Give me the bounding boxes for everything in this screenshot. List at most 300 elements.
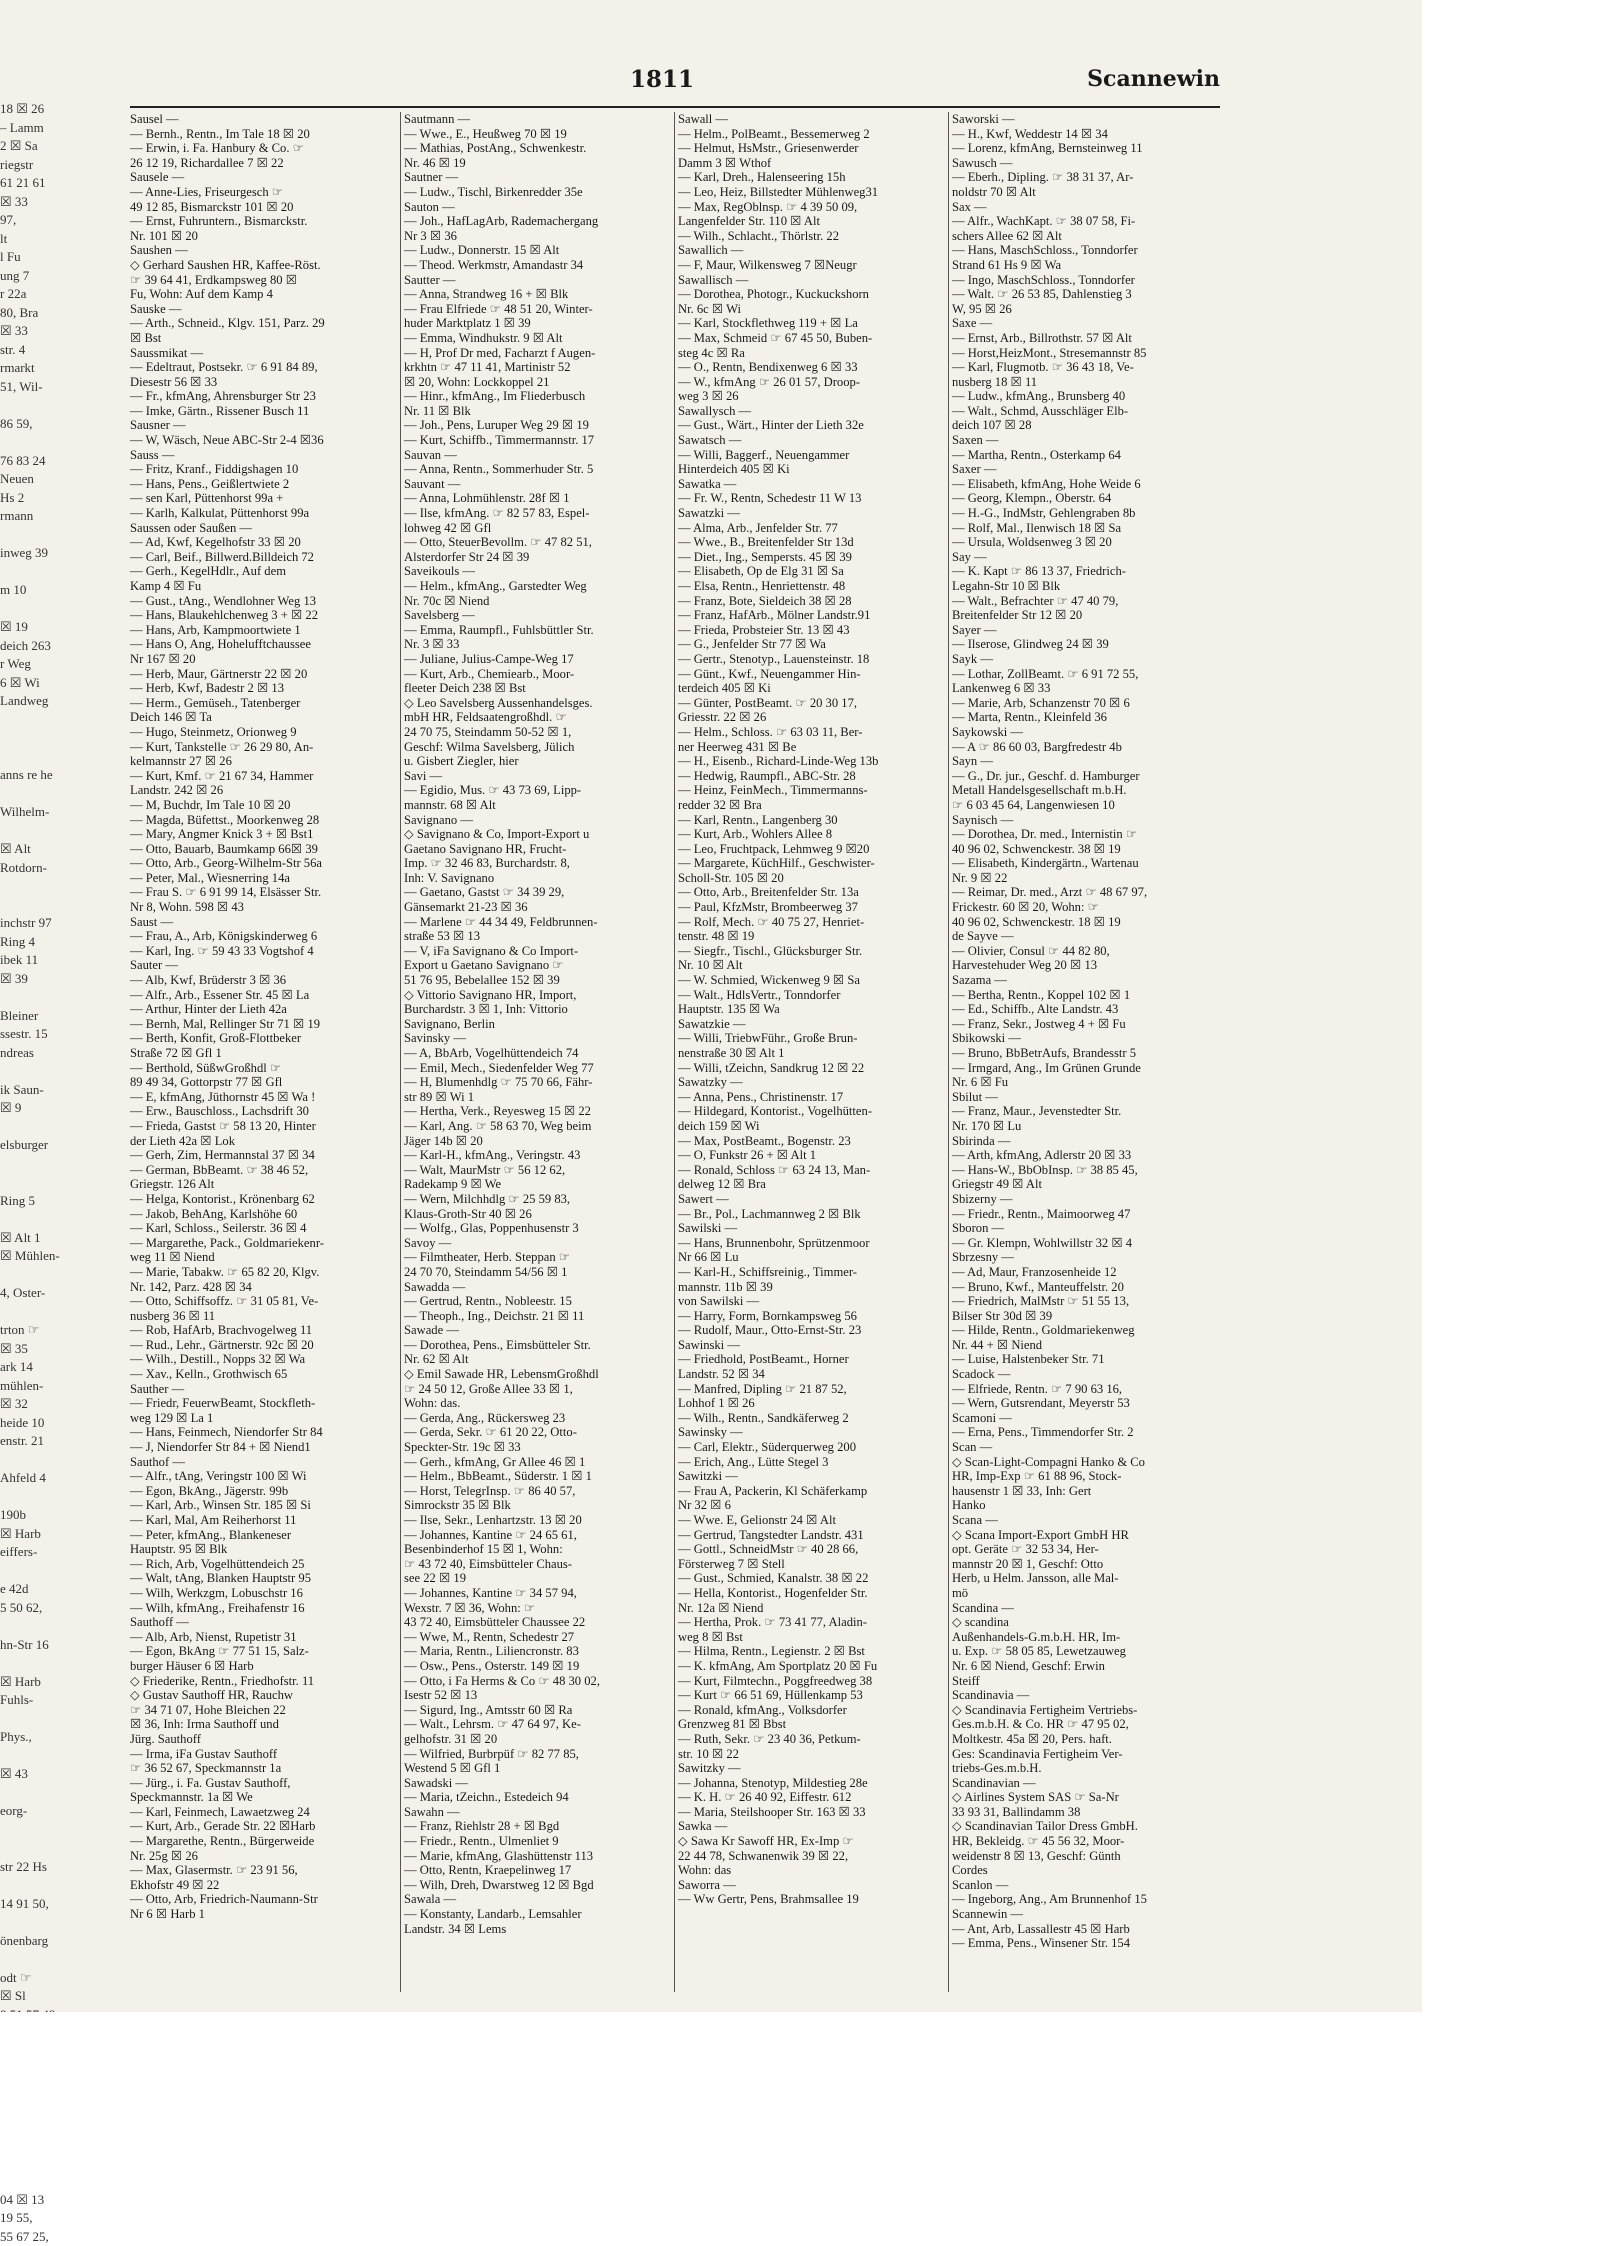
- entry-heading: Sauther —: [130, 1382, 398, 1397]
- column-divider: [400, 112, 401, 1992]
- directory-entry: — Wwe, M., Rentn, Schedestr 27: [404, 1630, 672, 1645]
- entry-heading: Sausner —: [130, 418, 398, 433]
- directory-entry: — Rudolf, Maur., Otto-Ernst-Str. 23: [678, 1323, 946, 1338]
- margin-fragment: ☒ 32: [0, 1395, 122, 1414]
- directory-entry: — Walt., Befrachter ☞ 47 40 79,: [952, 594, 1220, 609]
- directory-entry: — Jakob, BehAng, Karlshöhe 60: [130, 1207, 398, 1222]
- directory-entry: — Friedhold, PostBeamt., Horner: [678, 1352, 946, 1367]
- directory-entry: — Harry, Form, Bornkampsweg 56: [678, 1309, 946, 1324]
- directory-entry: — Gerda, Ang., Rückersweg 23: [404, 1411, 672, 1426]
- directory-entry: — H., Eisenb., Richard-Linde-Weg 13b: [678, 754, 946, 769]
- directory-entry: — Gertrud, Tangstedter Landstr. 431: [678, 1528, 946, 1543]
- directory-entry: — Alfr., tAng, Veringstr 100 ☒ Wi: [130, 1469, 398, 1484]
- directory-entry: — Walt. ☞ 26 53 85, Dahlenstieg 3: [952, 287, 1220, 302]
- margin-fragment: [0, 1488, 122, 1507]
- directory-entry: — H., Kwf, Weddestr 14 ☒ 34: [952, 127, 1220, 142]
- entry-heading: Savelsberg —: [404, 608, 672, 623]
- entry-heading: Saxe —: [952, 316, 1220, 331]
- directory-entry: — Gust., Wärt., Hinter der Lieth 32e: [678, 418, 946, 433]
- margin-fragment: 76 83 24: [0, 452, 122, 471]
- directory-entry: — Marta, Rentn., Kleinfeld 36: [952, 710, 1220, 725]
- directory-entry: — Hans, Brunnenbohr, Sprützenmoor: [678, 1236, 946, 1251]
- directory-entry: — Alfr., WachKapt. ☞ 38 07 58, Fi-: [952, 214, 1220, 229]
- margin-fragment: eorg-: [0, 1802, 122, 1821]
- directory-entry: schers Allee 62 ☒ Alt: [952, 229, 1220, 244]
- directory-entry: Scholl-Str. 105 ☒ 20: [678, 871, 946, 886]
- margin-fragment: ☒ 9: [0, 1099, 122, 1118]
- entry-heading: Sawallich —: [678, 243, 946, 258]
- directory-entry: Hinterdeich 405 ☒ Ki: [678, 462, 946, 477]
- directory-entry: tenstr. 48 ☒ 19: [678, 929, 946, 944]
- directory-entry: weg 8 ☒ Bst: [678, 1630, 946, 1645]
- margin-fragment: l Fu: [0, 248, 122, 267]
- directory-entry: ◇ Scandinavia Fertigheim Vertriebs-: [952, 1703, 1220, 1718]
- directory-entry: — Rolf, Mal., Ilenwisch 18 ☒ Sa: [952, 521, 1220, 536]
- directory-entry: — Frau A, Packerin, Kl Schäferkamp: [678, 1484, 946, 1499]
- directory-entry: Steiff: [952, 1674, 1220, 1689]
- directory-entry: — Ilse, Sekr., Lenhartzstr. 13 ☒ 20: [404, 1513, 672, 1528]
- margin-fragment: [0, 1451, 122, 1470]
- margin-fragment: Phys.,: [0, 1728, 122, 1747]
- directory-entry: — Frau Elfriede ☞ 48 51 20, Winter-: [404, 302, 672, 317]
- entry-heading: Scandinavia —: [952, 1688, 1220, 1703]
- directory-entry: opt. Geräte ☞ 32 53 34, Her-: [952, 1542, 1220, 1557]
- directory-entry: — Emma, Windhukstr. 9 ☒ Alt: [404, 331, 672, 346]
- directory-entry: — Hilma, Rentn., Legienstr. 2 ☒ Bst: [678, 1644, 946, 1659]
- directory-entry: — Wilh, kfmAng., Freihafenstr 16: [130, 1601, 398, 1616]
- margin-fragment: 80, Bra: [0, 304, 122, 323]
- entry-heading: Scandina —: [952, 1601, 1220, 1616]
- margin-fragment: odt ☞: [0, 1969, 122, 1988]
- directory-entry: — Irma, iFa Gustav Sauthoff: [130, 1747, 398, 1762]
- margin-fragment: ☒ 43: [0, 1765, 122, 1784]
- directory-entry: — W. Schmied, Wickenweg 9 ☒ Sa: [678, 973, 946, 988]
- margin-fragment: [0, 896, 122, 915]
- entry-heading: Sautmann —: [404, 112, 672, 127]
- directory-entry: 43 72 40, Eimsbütteler Chaussee 22: [404, 1615, 672, 1630]
- directory-entry: Nr. 25g ☒ 26: [130, 1849, 398, 1864]
- directory-entry: Herb, u Helm. Jansson, alle Mal-: [952, 1571, 1220, 1586]
- directory-entry: — Gerh, Zim, Hermannstal 37 ☒ 34: [130, 1148, 398, 1163]
- directory-entry: — Dorothea, Pens., Eimsbütteler Str.: [404, 1338, 672, 1353]
- column-4: [952, 112, 1220, 2002]
- directory-entry: — Br., Pol., Lachmannweg 2 ☒ Blk: [678, 1207, 946, 1222]
- directory-entry: Nr. 101 ☒ 20: [130, 229, 398, 244]
- column-divider: [948, 112, 949, 1992]
- margin-fragment: önenbarg: [0, 1932, 122, 1951]
- directory-entry: — Herb, Kwf, Badestr 2 ☒ 13: [130, 681, 398, 696]
- margin-fragment: [0, 988, 122, 1007]
- directory-entry: Klaus-Groth-Str 40 ☒ 26: [404, 1207, 672, 1222]
- directory-entry: Strand 61 Hs 9 ☒ Wa: [952, 258, 1220, 273]
- directory-entry: Gaetano Savignano HR, Frucht-: [404, 842, 672, 857]
- entry-heading: Sbilut —: [952, 1090, 1220, 1105]
- margin-fragment: trton ☞: [0, 1321, 122, 1340]
- directory-entry: — Kurt, Filmtechn., Poggfreedweg 38: [678, 1674, 946, 1689]
- margin-fragment: – Lamm: [0, 119, 122, 138]
- directory-entry: ◇ Leo Savelsberg Aussenhandelsges.: [404, 696, 672, 711]
- margin-fragment: mühlen-: [0, 1377, 122, 1396]
- directory-entry: ◇ Savignano & Co, Import-Export u: [404, 827, 672, 842]
- entry-heading: Saykowski —: [952, 725, 1220, 740]
- directory-entry: Export u Gaetano Savignano ☞: [404, 958, 672, 973]
- directory-entry: 51 76 95, Bebelallee 152 ☒ 39: [404, 973, 672, 988]
- directory-entry: — Siegfr., Tischl., Glücksburger Str.: [678, 944, 946, 959]
- directory-entry: — Frieda, Probsteier Str. 13 ☒ 43: [678, 623, 946, 638]
- directory-entry: — Imke, Gärtn., Rissener Busch 11: [130, 404, 398, 419]
- directory-entry: — Hildegard, Kontorist., Vogelhütten-: [678, 1104, 946, 1119]
- directory-entry: Wexstr. 7 ☒ 36, Wohn: ☞: [404, 1601, 672, 1616]
- margin-fragment: [0, 1062, 122, 1081]
- directory-entry: Nr. 142, Parz. 428 ☒ 34: [130, 1280, 398, 1295]
- directory-entry: ☞ 6 03 45 64, Langenwiesen 10: [952, 798, 1220, 813]
- directory-entry: — Wilh., Schlacht., Thörlstr. 22: [678, 229, 946, 244]
- entry-heading: Saushen —: [130, 243, 398, 258]
- directory-entry: — Maria, tZeichn., Estedeich 94: [404, 1790, 672, 1805]
- margin-fragment: 14 91 50,: [0, 1895, 122, 1914]
- entry-heading: Sazama —: [952, 973, 1220, 988]
- directory-entry: Lankenweg 6 ☒ 33: [952, 681, 1220, 696]
- directory-entry: Bilser Str 30d ☒ 39: [952, 1309, 1220, 1324]
- directory-entry: Nr 8, Wohn. 598 ☒ 43: [130, 900, 398, 915]
- margin-fragment: [0, 1210, 122, 1229]
- directory-entry: — Mary, Angmer Knick 3 + ☒ Bst1: [130, 827, 398, 842]
- entry-heading: Say —: [952, 550, 1220, 565]
- margin-fragment: 61 21 61: [0, 174, 122, 193]
- directory-entry: — Franz, Sekr., Jostweg 4 + ☒ Fu: [952, 1017, 1220, 1032]
- directory-entry: Moltkestr. 45a ☒ 20, Pers. haft.: [952, 1732, 1220, 1747]
- directory-entry: — Ronald, kfmAng., Volksdorfer: [678, 1703, 946, 1718]
- directory-entry: — Frau, A., Arb, Königskinderweg 6: [130, 929, 398, 944]
- directory-entry: nusberg 36 ☒ 11: [130, 1309, 398, 1324]
- directory-entry: — Ed., Schiffb., Alte Landstr. 43: [952, 1002, 1220, 1017]
- directory-entry: — Rob, HafArb, Brachvogelweg 11: [130, 1323, 398, 1338]
- entry-heading: Sauthoff —: [130, 1615, 398, 1630]
- directory-entry: mannstr. 11b ☒ 39: [678, 1280, 946, 1295]
- directory-entry: Straße 72 ☒ Gfl 1: [130, 1046, 398, 1061]
- margin-fragment: [0, 1654, 122, 1673]
- directory-entry: — Walt., HdlsVertr., Tonndorfer: [678, 988, 946, 1003]
- directory-entry: — K. Kapt ☞ 86 13 37, Friedrich-: [952, 564, 1220, 579]
- directory-entry: Hauptstr. 135 ☒ Wa: [678, 1002, 946, 1017]
- directory-entry: — Dorothea, Dr. med., Internistin ☞: [952, 827, 1220, 842]
- directory-entry: — Gust., Schmied, Kanalstr. 38 ☒ 22: [678, 1571, 946, 1586]
- directory-entry: — Elisabeth, Op de Elg 31 ☒ Sa: [678, 564, 946, 579]
- margin-fragment: Hs 2: [0, 489, 122, 508]
- directory-entry: — Alma, Arb., Jenfelder Str. 77: [678, 521, 946, 536]
- directory-entry: — Marlene ☞ 44 34 49, Feldbrunnen-: [404, 915, 672, 930]
- directory-entry: u. Gisbert Ziegler, hier: [404, 754, 672, 769]
- directory-entry: — Fritz, Kranf., Fiddigshagen 10: [130, 462, 398, 477]
- margin-fragment: 19 55,: [0, 2209, 122, 2228]
- directory-entry: — Gerh., KegelHdlr., Auf dem: [130, 564, 398, 579]
- directory-entry: — Georg, Klempn., Oberstr. 64: [952, 491, 1220, 506]
- directory-entry: — Walt, MaurMstr ☞ 56 12 62,: [404, 1163, 672, 1178]
- directory-entry: 40 96 02, Schwenckestr. 38 ☒ 19: [952, 842, 1220, 857]
- margin-fragment: Ring 4: [0, 933, 122, 952]
- directory-entry: — Egon, BkAng., Jägerstr. 99b: [130, 1484, 398, 1499]
- directory-entry: — Gottl., SchneidMstr ☞ 40 28 66,: [678, 1542, 946, 1557]
- margin-fragment: [0, 563, 122, 582]
- directory-entry: — Luise, Halstenbeker Str. 71: [952, 1352, 1220, 1367]
- directory-entry: Cordes: [952, 1863, 1220, 1878]
- entry-heading: Sbikowski —: [952, 1031, 1220, 1046]
- directory-entry: ☞ 34 71 07, Hohe Bleichen 22: [130, 1703, 398, 1718]
- margin-fragment: deich 263: [0, 637, 122, 656]
- directory-entry: — Hans, Blaukehlchenweg 3 + ☒ 22: [130, 608, 398, 623]
- entry-heading: Sax —: [952, 200, 1220, 215]
- margin-fragment: [0, 1784, 122, 1803]
- directory-entry: — Anna, Rentn., Sommerhuder Str. 5: [404, 462, 672, 477]
- margin-fragment: m 10: [0, 581, 122, 600]
- entry-heading: Sauske —: [130, 302, 398, 317]
- entry-heading: Scannewin —: [952, 1907, 1220, 1922]
- directory-entry: ◇ Friederike, Rentn., Friedhofstr. 11: [130, 1674, 398, 1689]
- directory-entry: — Kurt, Schiffb., Timmermannstr. 17: [404, 433, 672, 448]
- directory-entry: — K. H. ☞ 26 40 92, Eiffestr. 612: [678, 1790, 946, 1805]
- directory-entry: — Leo, Fruchtpack, Lehmweg 9 ☒20: [678, 842, 946, 857]
- directory-entry: Nr. 9 ☒ 22: [952, 871, 1220, 886]
- directory-entry: mö: [952, 1586, 1220, 1601]
- margin-fragment: ☒ Alt 1: [0, 1229, 122, 1248]
- margin-fragment: 04 ☒ 13: [0, 2191, 122, 2210]
- entry-heading: Scan —: [952, 1440, 1220, 1455]
- directory-entry: — Hinr., kfmAng., Im Fliederbusch: [404, 389, 672, 404]
- directory-entry: Jürg. Sauthoff: [130, 1732, 398, 1747]
- directory-entry: — Magda, Büfettst., Moorkenweg 28: [130, 813, 398, 828]
- directory-entry: 24 70 70, Steindamm 54/56 ☒ 1: [404, 1265, 672, 1280]
- entry-heading: Sauter —: [130, 958, 398, 973]
- directory-entry: — Max, Glasermstr. ☞ 23 91 56,: [130, 1863, 398, 1878]
- directory-entry: ☞ 36 52 67, Speckmannstr 1a: [130, 1761, 398, 1776]
- entry-heading: Sauss —: [130, 448, 398, 463]
- directory-entry: — Hans, Arb, Kampmoortwiete 1: [130, 623, 398, 638]
- margin-fragment: [0, 1562, 122, 1581]
- directory-entry: weidenstr 8 ☒ 13, Geschf: Günth: [952, 1849, 1220, 1864]
- directory-entry: — Erw., Bauschloss., Lachsdrift 30: [130, 1104, 398, 1119]
- directory-entry: — Herm., Gemüseh., Tatenberger: [130, 696, 398, 711]
- entry-heading: Sauvant —: [404, 477, 672, 492]
- directory-entry: — Ingeborg, Ang., Am Brunnenhof 15: [952, 1892, 1220, 1907]
- column-divider: [674, 112, 675, 1992]
- entry-heading: Saust —: [130, 915, 398, 930]
- directory-entry: Kamp 4 ☒ Fu: [130, 579, 398, 594]
- directory-entry: — Karl, Schloss., Seilerstr. 36 ☒ 4: [130, 1221, 398, 1236]
- directory-entry: Burchardstr. 3 ☒ 1, Inh: Vittorio: [404, 1002, 672, 1017]
- directory-entry: — Johannes, Kantine ☞ 34 57 94,: [404, 1586, 672, 1601]
- entry-heading: Sawadski —: [404, 1776, 672, 1791]
- directory-entry: Landstr. 34 ☒ Lems: [404, 1922, 672, 1937]
- margin-fragment: ☒ 33: [0, 322, 122, 341]
- margin-fragment: rmann: [0, 507, 122, 526]
- directory-entry: — Elisabeth, kfmAng, Hohe Weide 6: [952, 477, 1220, 492]
- margin-fragment: 6 ☒ Wi: [0, 674, 122, 693]
- directory-entry: Simrockstr 35 ☒ Blk: [404, 1498, 672, 1513]
- directory-entry: — Karl-H., kfmAng., Veringstr. 43: [404, 1148, 672, 1163]
- directory-entry: burger Häuser 6 ☒ Harb: [130, 1659, 398, 1674]
- directory-entry: — Bernh., Rentn., Im Tale 18 ☒ 20: [130, 127, 398, 142]
- margin-fragment: 4, Oster-: [0, 1284, 122, 1303]
- directory-entry: Imp. ☞ 32 46 83, Burchardstr. 8,: [404, 856, 672, 871]
- directory-entry: Nr 3 ☒ 36: [404, 229, 672, 244]
- entry-heading: Saworski —: [952, 112, 1220, 127]
- margin-fragment: [0, 1173, 122, 1192]
- directory-entry: Isestr 52 ☒ 13: [404, 1688, 672, 1703]
- directory-entry: mbH HR, Feldsaatengroßhdl. ☞: [404, 710, 672, 725]
- directory-entry: — Anna, Strandweg 16 + ☒ Blk: [404, 287, 672, 302]
- margin-fragment: inchstr 97: [0, 914, 122, 933]
- entry-heading: Sawusch —: [952, 156, 1220, 171]
- directory-entry: Ges.m.b.H. & Co. HR ☞ 47 95 02,: [952, 1717, 1220, 1732]
- directory-entry: triebs-Ges.m.b.H.: [952, 1761, 1220, 1776]
- entry-heading: Sawade —: [404, 1323, 672, 1338]
- directory-entry: — Hans O, Ang, Hohelufftchaussee: [130, 637, 398, 652]
- directory-entry: — Alb, Kwf, Brüderstr 3 ☒ 36: [130, 973, 398, 988]
- directory-entry: — Ruth, Sekr. ☞ 23 40 36, Petkum-: [678, 1732, 946, 1747]
- directory-entry: Legahn-Str 10 ☒ Blk: [952, 579, 1220, 594]
- directory-entry: — Otto, Arb, Friedrich-Naumann-Str: [130, 1892, 398, 1907]
- directory-entry: — E, kfmAng, Jüthornstr 45 ☒ Wa !: [130, 1090, 398, 1105]
- page-header: [130, 66, 1220, 100]
- directory-entry: — Arthur, Hinter der Lieth 42a: [130, 1002, 398, 1017]
- directory-entry: — Ad, Kwf, Kegelhofstr 33 ☒ 20: [130, 535, 398, 550]
- directory-entry: kelmannstr 27 ☒ 26: [130, 754, 398, 769]
- page-number: 1811: [630, 66, 694, 93]
- directory-entry: — Hans, Feinmech, Niendorfer Str 84: [130, 1425, 398, 1440]
- directory-entry: ◇ Scan-Light-Compagni Hanko & Co: [952, 1455, 1220, 1470]
- entry-heading: Sawinski —: [678, 1338, 946, 1353]
- column-2: [404, 112, 672, 2002]
- directory-entry: ☞ 24 50 12, Große Allee 33 ☒ 1,: [404, 1382, 672, 1397]
- directory-entry: — Carl, Beif., Billwerd.Billdeich 72: [130, 550, 398, 565]
- margin-fragment: ndreas: [0, 1044, 122, 1063]
- directory-entry: Griegstr 49 ☒ Alt: [952, 1177, 1220, 1192]
- entry-heading: Sayn —: [952, 754, 1220, 769]
- directory-entry: 26 12 19, Richardallee 7 ☒ 22: [130, 156, 398, 171]
- margin-fragment: Bleiner: [0, 1007, 122, 1026]
- directory-entry: Metall Handelsgesellschaft m.b.H.: [952, 783, 1220, 798]
- directory-entry: — Otto, Arb., Breitenfelder Str. 13a: [678, 885, 946, 900]
- directory-entry: — Friedrich, MalMstr ☞ 51 55 13,: [952, 1294, 1220, 1309]
- entry-heading: Scandinavian —: [952, 1776, 1220, 1791]
- directory-entry: 49 12 85, Bismarckstr 101 ☒ 20: [130, 200, 398, 215]
- directory-entry: — Kurt ☞ 66 51 69, Hüllenkamp 53: [678, 1688, 946, 1703]
- margin-fragment: [0, 1876, 122, 1895]
- directory-entry: — Ludw., Tischl, Birkenredder 35e: [404, 185, 672, 200]
- directory-entry: 89 49 34, Gottorpstr 77 ☒ Gfl: [130, 1075, 398, 1090]
- directory-entry: — Hugo, Steinmetz, Orionweg 9: [130, 725, 398, 740]
- directory-entry: — Franz, HafArb., Mölner Landstr.91: [678, 608, 946, 623]
- directory-entry: — Peter, kfmAng., Blankeneser: [130, 1528, 398, 1543]
- entry-heading: von Sawilski —: [678, 1294, 946, 1309]
- margin-fragment: ssestr. 15: [0, 1025, 122, 1044]
- directory-entry: Försterweg 7 ☒ Stell: [678, 1557, 946, 1572]
- directory-entry: — Friedr., Rentn., Ulmenliet 9: [404, 1834, 672, 1849]
- directory-entry: — Lorenz, kfmAng, Bernsteinweg 11: [952, 141, 1220, 156]
- directory-entry: Nr 66 ☒ Lu: [678, 1250, 946, 1265]
- directory-entry: — Erna, Pens., Timmendorfer Str. 2: [952, 1425, 1220, 1440]
- margin-fragment: [0, 1747, 122, 1766]
- directory-entry: ◇ Scana Import-Export GmbH HR: [952, 1528, 1220, 1543]
- directory-entry: — Otto, i Fa Herms & Co ☞ 48 30 02,: [404, 1674, 672, 1689]
- margin-fragment: Landweg: [0, 692, 122, 711]
- margin-fragment: [0, 785, 122, 804]
- directory-entry: Hauptstr. 95 ☒ Blk: [130, 1542, 398, 1557]
- margin-fragment: [0, 748, 122, 767]
- directory-entry: — Johannes, Kantine ☞ 24 65 61,: [404, 1528, 672, 1543]
- directory-entry: ◇ Emil Sawade HR, LebensmGroßhdl: [404, 1367, 672, 1382]
- margin-fragment: [0, 1266, 122, 1285]
- margin-fragment: anns re he: [0, 766, 122, 785]
- directory-entry: W, 95 ☒ 26: [952, 302, 1220, 317]
- margin-fragment: str. 4: [0, 341, 122, 360]
- directory-entry: — Marie, Arb, Schanzenstr 70 ☒ 6: [952, 696, 1220, 711]
- directory-entry: — Osw., Pens., Osterstr. 149 ☒ 19: [404, 1659, 672, 1674]
- directory-entry: — Wern, Milchhdlg ☞ 25 59 83,: [404, 1192, 672, 1207]
- margin-fragment: ☒ 39: [0, 970, 122, 989]
- directory-entry: — Wwe. E, Gelionstr 24 ☒ Alt: [678, 1513, 946, 1528]
- directory-entry: — Anna, Pens., Christinenstr. 17: [678, 1090, 946, 1105]
- directory-entry: — Karl, Flugmotb. ☞ 36 43 18, Ve-: [952, 360, 1220, 375]
- column-3: [678, 112, 946, 2002]
- directory-entry: Damm 3 ☒ Wthof: [678, 156, 946, 171]
- directory-entry: — Ernst, Arb., Billrothstr. 57 ☒ Alt: [952, 331, 1220, 346]
- directory-entry: 40 96 02, Schwenckestr. 18 ☒ 19: [952, 915, 1220, 930]
- directory-entry: — Arth., Schneid., Klgv. 151, Parz. 29: [130, 316, 398, 331]
- page-bottom-margin: [0, 2012, 1422, 2177]
- directory-entry: ☒ Bst: [130, 331, 398, 346]
- directory-entry: — K. kfmAng, Am Sportplatz 20 ☒ Fu: [678, 1659, 946, 1674]
- directory-entry: Landstr. 242 ☒ 26: [130, 783, 398, 798]
- directory-entry: — Erwin, i. Fa. Hanbury & Co. ☞: [130, 141, 398, 156]
- directory-entry: — Gertr., Stenotyp., Lauensteinstr. 18: [678, 652, 946, 667]
- directory-entry: Hanko: [952, 1498, 1220, 1513]
- directory-entry: Wohn: das.: [404, 1396, 672, 1411]
- margin-fragment: inweg 39: [0, 544, 122, 563]
- directory-entry: — Martha, Rentn., Osterkamp 64: [952, 448, 1220, 463]
- directory-entry: — H, Prof Dr med, Facharzt f Augen-: [404, 346, 672, 361]
- directory-entry: Nr. 6c ☒ Wi: [678, 302, 946, 317]
- entry-heading: Sawatzky —: [678, 1075, 946, 1090]
- directory-entry: — Diet., Ing., Sempersts. 45 ☒ 39: [678, 550, 946, 565]
- entry-heading: Saussen oder Saußen —: [130, 521, 398, 536]
- directory-entry: — Helm., Schloss. ☞ 63 03 11, Ber-: [678, 725, 946, 740]
- margin-fragment: r Weg: [0, 655, 122, 674]
- margin-fragment: ark 14: [0, 1358, 122, 1377]
- directory-entry: Lohhof 1 ☒ 26: [678, 1396, 946, 1411]
- directory-entry: — Rolf, Mech. ☞ 40 75 27, Henriet-: [678, 915, 946, 930]
- margin-fragment: [0, 433, 122, 452]
- directory-entry: — Willi, tZeichn, Sandkrug 12 ☒ 22: [678, 1061, 946, 1076]
- directory-entry: Alsterdorfer Str 24 ☒ 39: [404, 550, 672, 565]
- directory-entry: HR, Imp-Exp ☞ 61 88 96, Stock-: [952, 1469, 1220, 1484]
- directory-entry: Wohn: das: [678, 1863, 946, 1878]
- directory-entry: — Kurt, Arb., Gerade Str. 22 ☒Harb: [130, 1819, 398, 1834]
- directory-entry: Geschf: Wilma Savelsberg, Jülich: [404, 740, 672, 755]
- directory-entry: Nr. 46 ☒ 19: [404, 156, 672, 171]
- directory-entry: — Helmut, HsMstr., Griesenwerder: [678, 141, 946, 156]
- directory-entry: — Horst,HeizMont., Stresemannstr 85: [952, 346, 1220, 361]
- directory-entry: — Lothar, ZollBeamt. ☞ 6 91 72 55,: [952, 667, 1220, 682]
- margin-fragment: [0, 822, 122, 841]
- margin-fragment: 55 67 25,: [0, 2228, 122, 2246]
- directory-entry: Nr. 170 ☒ Lu: [952, 1119, 1220, 1134]
- directory-entry: ◇ Sawa Kr Sawoff HR, Ex-Imp ☞: [678, 1834, 946, 1849]
- directory-entry: — Gerda, Sekr. ☞ 61 20 22, Otto-: [404, 1425, 672, 1440]
- entry-heading: Saworra —: [678, 1878, 946, 1893]
- directory-entry: — Walt., Lehrsm. ☞ 47 64 97, Ke-: [404, 1717, 672, 1732]
- directory-entry: Landstr. 52 ☒ 34: [678, 1367, 946, 1382]
